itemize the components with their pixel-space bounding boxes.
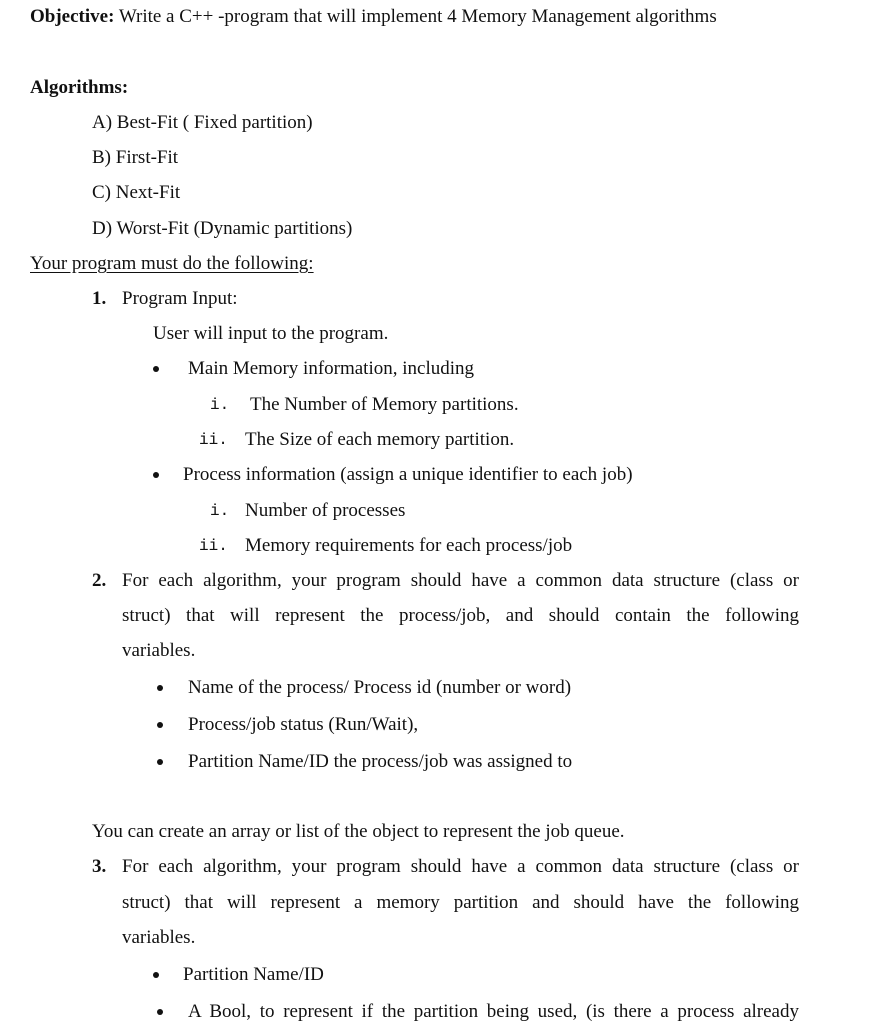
bullet-icon: [157, 1009, 163, 1015]
process-info-subitem: Memory requirements for each process/job: [245, 535, 573, 556]
algorithm-item-next-fit: C) Next-Fit: [92, 182, 181, 203]
bullet-icon: [157, 722, 163, 728]
main-memory-subitem: The Number of Memory partitions.: [250, 394, 519, 415]
algorithm-item-worst-fit: D) Worst-Fit (Dynamic partitions): [92, 218, 353, 239]
step2-line: struct) that will represent the process/job, and should contain the following: [122, 605, 799, 626]
objective-label: Objective:: [30, 6, 115, 27]
step3-number: 3.: [92, 856, 107, 877]
requirements-heading: Your program must do the following:: [30, 253, 314, 274]
step1-intro: User will input to the program.: [153, 323, 389, 344]
bullet-icon: [153, 366, 159, 372]
process-info-item: Process information (assign a unique identifier to each job): [183, 464, 633, 485]
partition-struct-field: Partition Name/ID: [183, 964, 324, 985]
step2-number: 2.: [92, 570, 107, 591]
process-struct-field: Process/job status (Run/Wait),: [188, 714, 419, 735]
roman-marker: ii.: [199, 537, 228, 555]
job-queue-note: You can create an array or list of the object to represent the job queue.: [92, 821, 625, 842]
main-memory-subitem: The Size of each memory partition.: [245, 429, 515, 450]
algorithm-item-first-fit: B) First-Fit: [92, 147, 179, 168]
main-memory-item: Main Memory information, including: [188, 358, 475, 379]
step2-line: For each algorithm, your program should have a common data structure (class or: [122, 570, 799, 591]
partition-struct-field: A Bool, to represent if the partition being used, (is there a process already: [188, 1001, 799, 1022]
step1-title: Program Input:: [122, 288, 238, 309]
step3-line: variables.: [122, 927, 196, 948]
objective-line: [30, 6, 717, 28]
process-struct-field: Partition Name/ID the process/job was assigned to: [188, 751, 573, 772]
roman-marker: ii.: [199, 431, 228, 449]
bullet-icon: [157, 685, 163, 691]
roman-marker: i.: [210, 396, 230, 414]
step1-number: 1.: [92, 288, 107, 309]
bullet-icon: [153, 472, 159, 478]
algorithms-heading: Algorithms:: [30, 77, 129, 98]
step2-line: variables.: [122, 640, 196, 661]
step3-line: For each algorithm, your program should have a common data structure (class or: [122, 856, 799, 877]
step3-line: struct) that will represent a memory partition and should have the following: [122, 892, 799, 913]
roman-marker: i.: [210, 502, 230, 520]
process-info-subitem: Number of processes: [245, 500, 406, 521]
bullet-icon: [153, 972, 159, 978]
process-struct-field: Name of the process/ Process id (number or word): [188, 677, 572, 698]
bullet-icon: [157, 759, 163, 765]
objective-text: Write a C++ -program that will implement 4 Memory Management algorithms: [114, 6, 717, 27]
algorithm-item-best-fit: A) Best-Fit ( Fixed partition): [92, 112, 313, 133]
